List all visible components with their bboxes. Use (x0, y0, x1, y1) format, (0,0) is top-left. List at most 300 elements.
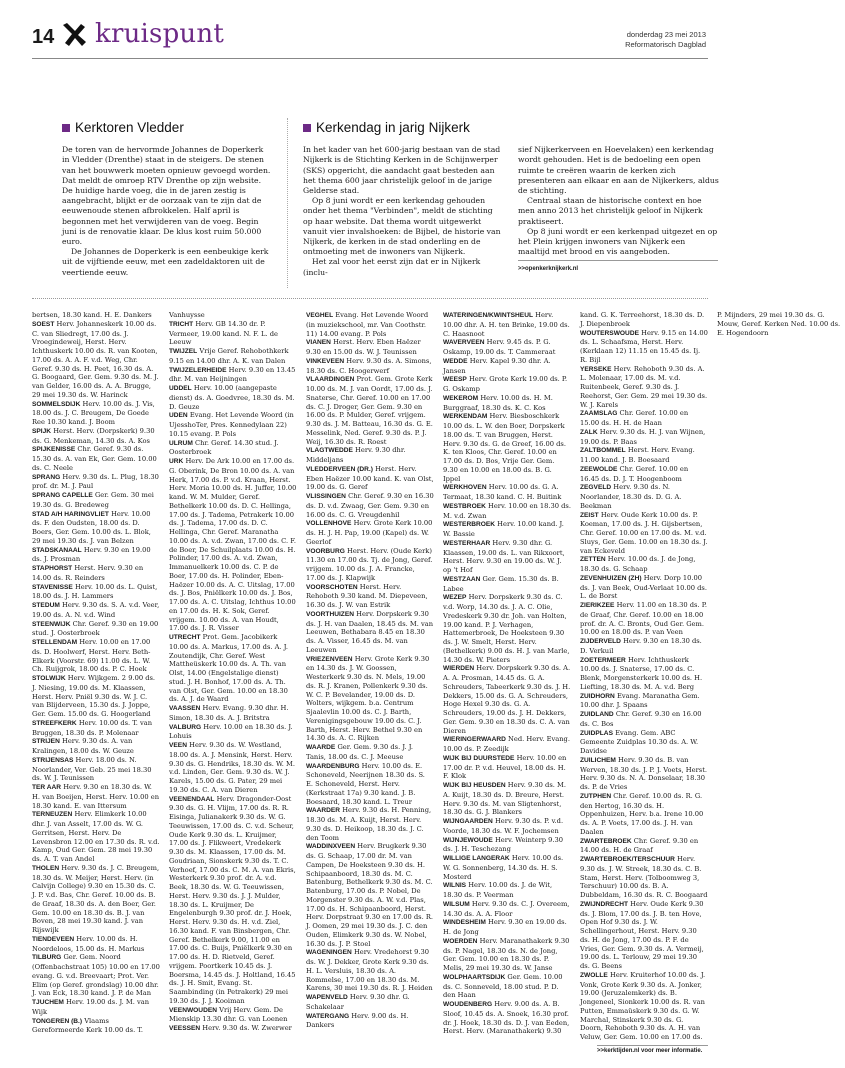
service-details: Herv. 10.00 ds. T. van Bruggen, 18.30 ds. P. Molenaar (32, 718, 153, 737)
service-details: Vlaams Gereformeerde Kerk 10.00 ds. T. Vanhuysse (32, 311, 205, 1035)
service-details: Evang. Het Levende Woord (in UjesshoTer, Pres. Kennedylaan 22) 10.15 evang. P. Pols (169, 411, 294, 438)
service-details: Herv. De Ark 10.00 en 17.00 ds. G. Oberink, De Bron 10.00 ds. A. van Herk, 17.00 ds. P. v.d. Kraan, Herst. Herv. Moria 10.00 ds. H. Juffer, 10.00 kand. W. M. Mulder, Geref. Bethelkerk 10.00 ds. D. C. Hellinga, 17.00 ds. J. Tadema, Petrakerk 10.00 ds. J. Tadema, 17.00 ds. D. C. Hellinga, Chr. Geref. Maranatha 10.00 ds. A. v.d. Zwan, 17.00 ds. C. F. de Boer, De Schuilplaats 10.00 ds. H. Polinder, 17.00 ds. A. v.d. Zwan, Immanuelkerk 10.00 ds. C. P. de Boer, 17.00 ds. H. Polinder, Eben-Haëzer 10.00 ds. A. C. Uitslag, 17.00 ds. J. Bos, Pniëlkerk 10.00 ds. J. Bos, 17.00 ds. A. C. Uitslag, Ichthus 10.00 en 17.00 ds. H. K. Sok, Geref. vrijgem. 10.00 ds. A. van Houdt, 17.00 ds. J. R. Visser (169, 457, 297, 633)
service-details: Chr. Geref. 9.30 ds. 15.30 ds. A. van Ek, Ger. Gem. 10.00 ds. C. Neele (32, 445, 157, 472)
service-details: Evang. Maranatha Gem. 10.00 dhr. J. Spaans (580, 691, 700, 710)
listing-entry (443, 781, 571, 817)
service-details: Herv. Dragonder-Oost 9.30 ds. G. H. Vlijm, 17.00 ds. R. R. Eisinga, Julianakerk 9.30 ds. W. G. Teeuwissen, 17.00 ds. C. v.d. Scheur, Oude Kerk 9.30 ds. L. Kruijmer, 17.00 ds. J. Flikweert, Vredekerk 9.30 ds. M. Klaassen, 17.00 ds. M. Goudriaan, Sionskerk 9.30 ds. T. C. Verhoef, 17.00 ds. C. M. A. van Ekris, Westerkerk 9.30 prof. dr. A. v.d. Beek, 18.30 ds. W. G. Teeuwissen, Herst. Herv. 9.30 ds. J. J. Mulder, 18.30 ds. L. Kruijmer, De Engelenburgh 9.30 prof. dr. J. Hoek, Herst. Herv. 9.30 ds. H. v.d. Ziel, 16.30 kand. F. van Binsbergen, Chr. Geref. Bethelkerk 9.00, 11.00 en 17.00 ds. C. Buijs, Pniëlkerk 9.30 en 17.00 ds. H. D. Rietveld, Geref. vrijgem. Poortkerk 10.45 ds. J. Boersma, 14.45 ds. J. Holtland, 16.45 ds. J. H. Smit, Evang. St. Saambinding (in Petrakerk) 29 mei 19.30 ds. J. J. Kooiman (169, 794, 296, 1005)
service-details: Herv. Wijkgem. 2 9.00 ds. J. Niesing, 19.00 ds. M. Klaassen, Herst. Herv. Pniël 9.30 ds. W. J. C. van Blijderveen, 15.30 ds. J. Joppe, Ger. Gem. 15.00 ds. G. Hoogerland (32, 674, 156, 718)
listing-entry (443, 357, 571, 376)
place-name: WAARDENBURG (306, 762, 360, 770)
place-name: WOERDEN (443, 937, 478, 945)
service-details: Prot. Gem. Jacobikerk 10.00 ds. A. Markus, 17.00 ds. A. J. Zoutendijk, Chr. Geref. West Mattheüskerk 10.00 ds. A. Th. van Olst, 14.00 (Engelstalige dienst) stud. J. H. Bonhof, 17.00 ds. A. Th. van Olst, Ger. Gem. 10.00 en 18.30 ds. A. J. de Waard (169, 633, 288, 704)
listing-entry (306, 519, 434, 546)
listing-entry (32, 320, 160, 400)
place-name: WIERINGERWAARD (443, 736, 506, 744)
article-title: Kerkendag in jarig Nijkerk (316, 120, 470, 135)
service-details: Herv. 9.30 ds. M. A. Kuijt, 18.30 ds. D. Breure, Herst. Herv. 9.30 ds. M. van Sligtenhorst, 18.30 ds. G. J. Blankers (443, 781, 566, 817)
listing-entry (306, 842, 434, 948)
service-details: Herv. 9.30 ds. B. van Werven, 18.30 ds. J. P. J. Voets, Herst. Herv. 9.30 ds. N. A. Donselaar, 18.30 ds. P. de Vries (580, 755, 708, 791)
place-name: WILLIGE LANGERAK (443, 855, 510, 862)
place-name: STAVENISSE (32, 583, 73, 591)
service-details: Herst. Herv. Eben Haëzer 9.30 en 15.00 ds. W. J. Teunissen (306, 338, 421, 356)
service-details: Chr. Geref. 9.30 en 19.00 stud. J. Oosterbroek (32, 619, 159, 638)
service-details: Herv. 10.00 ds. H. Noordeloos, 15.00 ds. H. Markus (32, 934, 145, 953)
listing-entry (443, 735, 571, 754)
listing-entry (580, 483, 708, 510)
place-name: URK (169, 458, 184, 465)
article-paragraph: Op 8 juni wordt er een kerkenpad uitgezet en op het Plein krijgen inwoners van Nijkerk een maaltijd met brood en vis aangeboden. (518, 226, 718, 257)
listing-entry (306, 743, 434, 762)
place-name: WEDDE (443, 357, 468, 365)
place-name: WAVERVEEN (443, 339, 485, 347)
service-details: Herv. Kruiterhof 10.00 ds. J. Vonk, Grote Kerk 9.30 ds. A. Jonker, 19.00 (Jeruzalemkerk) ds. B. Jongeneel, Sionkerk 10.00 ds. R. van Putten, Emmaüskerk 9.30 ds. G. W. Marchal, Stinskerk 9.30 ds. G. Doorn, Rehoboth 9.30 ds. A. H. van Veluw, Ger. Gem. 10.00 en 17.00 ds. P. Mijnders, 29 mei 19.30 ds. G. Mouw, Geref. Kerken Ned. 10.00 ds. E. Hogendoorn (580, 311, 841, 1041)
listing-entry (580, 465, 708, 484)
section-title: kruispunt (95, 19, 224, 49)
place-name: SOEST (32, 320, 55, 328)
place-name: TWIJZEL (169, 348, 198, 355)
article-column (518, 145, 719, 278)
service-details: Evang. Het Levende Woord (in muziekschool, mr. Van Coothstr. 11) 14.00 evang. P. Pols (306, 311, 429, 338)
listing-entry (443, 881, 571, 900)
listing-entry (443, 937, 571, 973)
service-details: Chr. Geref. 9.30 en 16.00 ds. C. Bos (580, 710, 702, 728)
place-name: WILSUM (443, 900, 470, 908)
listing-entry (32, 491, 160, 510)
place-name: WEESP (443, 376, 467, 384)
service-details: Chr. Geref. 9.30 en 14.00 ds. H. de Graaf (580, 836, 699, 855)
listing-entry (306, 993, 434, 1012)
place-name: TJUCHEM (32, 999, 64, 1006)
service-details: Herst. Herv. Rehoboth 9.30 kand. M. Diepeveen, 16.30 ds. J. W. van Estrik (306, 582, 428, 609)
place-name: VLAGTWEDDE (306, 447, 353, 455)
place-name: ZWOLLE (580, 971, 608, 979)
service-details: Evang. Gem. ABC Gemeente Zuidplas 10.30 ds. A. W. Davidse (580, 728, 699, 755)
place-name: SPRANG (32, 473, 61, 481)
listing-entry (443, 854, 571, 881)
service-details: Chr. Geref. 14.30 stud. J. Oosterbroek (169, 438, 279, 457)
section-divider (32, 298, 708, 299)
service-details: Herv. 10.00 kand. J. W. Bassie (443, 520, 564, 538)
service-details: Ger. Gem. 30 mei 19.30 ds. G. Bredeweg (32, 491, 154, 509)
service-details: Herv. 10.00 en 18.30 ds. M. v.d. Zwan (443, 501, 571, 520)
service-details: Herst. Herv. Evang. 11.00 kand. J. B. Boesaard (580, 446, 695, 464)
page-header (0, 0, 738, 60)
service-details: Ger. Gem. 9.30 ds. J. J. Tanis, 18.00 ds. C. J. Meeuse (306, 743, 414, 761)
listing-entry (443, 973, 571, 1000)
article-paragraph: Het zal voor het eerst zijn dat er in Nijkerk (inclu- (303, 257, 481, 277)
place-name: TERNEUZEN (32, 811, 73, 819)
listing-entry (443, 817, 571, 836)
listing-entry (443, 311, 571, 338)
kruispunt-logo-icon (60, 22, 88, 50)
place-name: TWIJZELERHEIDE (169, 366, 227, 374)
listing-entry (306, 948, 434, 993)
service-details: Herv. Dorpskerk 9.30 ds. J. H. van Daalen, 18.45 ds. M. van Leeuwen, Bethabara 8.45 en 18.30 ds. A. Visser, 16.45 ds. M. van Leeuwen (306, 609, 434, 654)
article-weblink[interactable]: >>openkerknijkerk.nl (518, 260, 718, 274)
place-name: WADDINXVEEN (306, 843, 356, 851)
listing-entry (443, 539, 571, 575)
service-details: Herv. 10.00 ds. J. Vis, 18.00 ds. J. C. Breugem, De Goede Ree 10.30 kand. J. Boom (32, 399, 155, 426)
header-rule (32, 58, 708, 59)
service-details: Herv. 9.30 dhr. Middeljans (306, 446, 406, 464)
service-details: Herv. Ichthuskerk 10.00 ds. J. Snaterse, 17.00 ds. C. Blenk, Morgensterkerk 10.00 ds. H. Liefting, 18.30 ds. M. A. v.d. Berg (580, 655, 703, 691)
service-details: Herv. Dorpskerk 9.30 ds. A. A. A. Prosman, 14.45 ds. G. A. Schreuders, Tabeerkerk 9.30 ds. J. H. Dekkers, 15.00 ds. G. A. Schreuders, Hoge Hexel 9.30 ds. G. A. Schreuders, 19.00 ds. J. H. Dekkers, Ger. Gem. 9.30 en 18.30 ds. C. A. van Dieren (443, 664, 571, 735)
service-details: Ger. Gem. Noord (Offenbachstraat 105) 10.00 en 17.00 evang. G. v.d. Breevaart; Prot. Ver. Elim (op Geref. grondslag) 10.00 dhr. J. van Eck, 18.30 kand. J. P. de Man (32, 953, 160, 998)
listing-entry (306, 338, 434, 357)
service-details: bertsen, 18.30 kand. H. E. Dankers (32, 311, 152, 319)
listing-entry (580, 555, 708, 574)
place-name: ZUIDPLAS (580, 729, 613, 737)
listing-entry (580, 756, 708, 792)
listing-entry (306, 547, 434, 583)
service-details: Herv. 10.00 ds. F. den Oudsten, 18.00 ds. D. Boers, Ger. Gem. 10.00 ds. L. Blok, 29 mei 19.30 ds. J. van Belzen (32, 509, 151, 545)
place-name: ZALTBOMMEL (580, 447, 626, 455)
place-name: WIERDEN (443, 665, 475, 673)
service-details: Herv. 18.00 ds. N. Noorlander, Ver. Geb. 25 mei 18.30 ds. W. J. Teunissen (32, 755, 152, 783)
place-name: WESTBROEK (443, 502, 486, 510)
service-details: Herv. 9.45 ds. P. G. Oskamp, 19.00 ds. T. Cammeraat (443, 338, 556, 356)
listing-entry (306, 610, 434, 655)
service-details: Herv. Maranathakerk 9.30 ds. P. Nagel, 18.30 ds. N. de Jong, Ger. Gem. 10.00 en 18.30 ds. P. Melis, 29 mei 19.30 ds. W. Janse (443, 936, 570, 972)
listing-entry (580, 428, 708, 447)
place-name: WATERINGEN/KWINTSHEUL (443, 312, 533, 319)
place-name: WOLPHAARTSDIJK (443, 973, 506, 981)
publication-name: Reformatorisch Dagblad (625, 40, 706, 49)
service-details: Ger. Gem. 10.00 ds. C. Sonneveld, 18.00 stud. P. D. den Haan (443, 972, 563, 1000)
service-details: Herv. 9.30 ds. S. A. v.d. Veer, 19.00 ds. A. N. v.d. Wind (32, 601, 160, 619)
service-details: Herv. 9.30 ds. A. van Kralingen, 18.00 ds. W. Geuze (32, 737, 134, 755)
article-paragraph: sief Nijkerkerveen en Hoevelaken) een kerkendag wordt gehouden. Het is de bedoeling een open ruimte te creëren waarin de kerken zich presenteren aan elkaar en aan de Nijkerkers, aldus de stichting. (518, 145, 719, 196)
service-details: Herv. 9.30 en 19.00 ds. J. Prosman (32, 545, 151, 564)
place-name: WIJK BIJ HEUSDEN (443, 782, 506, 789)
church-service-listing (32, 311, 841, 1043)
place-name: WEKEROM (443, 394, 479, 402)
service-details: Herv. 9.00 ds. H. Dankers (306, 1011, 409, 1030)
place-name: STRIJENSAS (32, 756, 74, 764)
service-details: Herv. 10.00 ds. E. Schoneveld, Neerijnen 18.30 ds. S. E. Schoneveld, Herst. Herv. (Kerkstraat 17a) 9.30 kand. J. B. Boesaard, 18.30 kand. L. Treur (306, 761, 425, 806)
listing-entry (32, 445, 160, 472)
place-name: VLISSINGEN (306, 493, 346, 500)
place-name: ZIERIKZEE (580, 602, 615, 609)
place-name: ULRUM (169, 439, 193, 447)
place-name: ZALK (580, 428, 598, 436)
listing-entry (443, 900, 571, 919)
service-details: Herv. Grote Kerk 10.00 ds. H. J. H. Pap, 19.00 (Kapel) ds. W. Geerlof (306, 519, 433, 546)
place-name: SPIJK (32, 427, 52, 435)
service-details: Herv. 10.00 dhr. A. H. ten Brinke, 19.00 ds. C. Haasnoot (443, 311, 570, 338)
listing-entry (580, 637, 708, 656)
service-details: Herv. 9.30 ds. W. Zwerwer (202, 1024, 292, 1032)
service-details: Herv. 9.30 ds. L. Plug, 18.30 prof. dr. M. J. Paul (32, 472, 159, 491)
listing-entry (306, 375, 434, 446)
listing-entry (443, 502, 571, 521)
place-name: VEENWOUDEN (169, 1006, 217, 1014)
service-details: Herst. Herv. 9.30 en 14.00 ds. R. Reinders (32, 564, 144, 582)
service-details: Herv. Weinterp 9.30 ds. J. H. Teschezang (443, 835, 564, 854)
service-details: Herv. 10.00 ds. H. M. Burggraaf, 18.30 ds. K. C. Kos (443, 393, 553, 412)
service-details: Herv. 9.30 en 19.00 ds. H. de Jong (443, 918, 567, 936)
service-details: Vrij Herv. Gem. De Mienskip 13.30 dhr. G. van Loenen (169, 1005, 288, 1024)
service-details: Herv. 9.30 dhr. G. Klaassen, 19.00 ds. L. van Rikxoort, Herst. Herv. 9.30 en 19.00 ds. W. J. op 't Hof (443, 538, 565, 574)
article-paragraph: De toren van de hervormde Johannes de Doperkerk in Vledder (Drenthe) staat in de steigers. De stenen van het bouwwerk moeten opnieuw gevoegd worden. Dat meldt de omroep RTV Drenthe op zijn website. De huidige harde voeg, die in de jaren zestig is aangebracht, blijkt er de oorzaak van te zijn dat de eeuwenoude stenen afbrokkelen. Half april is begonnen met het verwijderen van de voeg. Begin juni is de renovatie klaar. De klus kost ruim 50.000 euro. (62, 145, 271, 247)
place-name: WILNIS (443, 882, 467, 890)
place-name: WAARDE (306, 744, 336, 751)
service-details: Herv. Oude Kerk 9.30 ds. J. Blom, 17.00 ds. J. B. ten Hove, Open Hof 9.30 ds. J. W. Schellingerhout, Herst. Herv. 9.30 ds. H. de Jong, 17.00 ds. P. F. de Vries, Ger. Gem. 9.30 ds. A. Vermeij, 19.00 ds. L. Terlouw, 29 mei 19.30 ds. G. Beens (580, 899, 704, 970)
service-details: Herv. 9.30 ds. N. Noorlander, 18.30 ds. D. G. A. Beekman (580, 483, 682, 510)
place-name: STREEFKERK (32, 719, 77, 727)
square-bullet-icon (303, 124, 311, 132)
listing-entry (169, 1006, 297, 1025)
place-name: WEZEP (443, 594, 467, 602)
place-name: STAD A/H HARINGVLIET (32, 510, 109, 518)
listing-entry (169, 633, 297, 704)
place-name: ZWARTEBROEK (580, 837, 632, 845)
listing-entry (169, 457, 297, 633)
place-name: WINDESHEIM (443, 919, 486, 927)
place-name: VIANEN (306, 339, 331, 347)
place-name: WERKHOVEN (443, 484, 487, 492)
service-details: Herv. Brugkerk 9.30 ds. G. Schaap, 17.00 dr. M. van Campen, De Hoeksteen 9.30 ds. H. Schipaanboord, 18.30 ds. M. C. Batenburg, Bethelkerk 9.30 ds. M. C. Batenburg, 17.00 ds. P. Nobel, De Morgenster 9.30 ds. A. W. v.d. Plas, 17.00 ds. H. Schipaanboord, Herst. Herv. Dorpstraat 9.30 en 17.00 ds. R. J. Oomen, 29 mei 19.30 ds. J. C. den Ouden, Elimkerk 9.30 ds. W. Nobel, 16.30 ds. J. P. Stoel (306, 842, 433, 948)
service-details: Herv. 9.30 en 18.30 ds. W. H. van Boeijen, Herst. Herv. 10.00 en 18.30 kand. E. van Ittersum (32, 783, 160, 810)
service-details: Chr. Geref. 10.00 ds. R. G. den Hertog, 16.30 ds. H. Oppenhuizen, Herv. b.a. Irene 10.00 ds. A. P. Voets, 17.00 ds. J. H. van Daalen (580, 791, 704, 836)
listing-entry (169, 439, 297, 458)
place-name: WESTERHAAR (443, 539, 491, 547)
place-name: ZEEWOLDE (580, 465, 618, 473)
place-name: ZIJDERVELD (580, 638, 621, 645)
listing-entry (169, 1024, 297, 1034)
service-details: Herst. Herv. (Dorpskerk) 9.30 ds. G. Menkeman, 14.30 ds. A. Kos (32, 426, 155, 445)
place-name: WERKENDAM (443, 413, 488, 421)
place-name: VRIEZENVEEN (306, 655, 353, 663)
listing-entry (32, 311, 160, 320)
listing-entry (32, 737, 160, 756)
place-name: ZUTPHEN (580, 792, 612, 800)
listing-entry (169, 704, 297, 723)
listing-entry (306, 357, 434, 376)
service-details: Herv. 10.00 (aangepaste dienst) ds. A. Goedvree, 18.30 ds. M. D. Geuze (169, 384, 295, 411)
place-name: VEEN (169, 742, 187, 749)
place-name: WAARDER (306, 807, 341, 815)
service-details: Herv. Grote Kerk 9.30 en 14.30 ds. J. W. Goossen, Westerkerk 9.30 ds. N. Mels, 19.00 ds. R. J. Kranen, Pollenkerk 9.30 ds. W. C. P. Bevelander, 19.00 ds. D. Wolters, wijkgem. b.a. Centrum Sjaalevlin 10.00 ds. C. J. Barth, Verenigingsgebouw 19.00 ds. C. J. Barth, Herst. Herv. Bethel 9.30 en 14.30 ds. A. C. Rijken (306, 654, 430, 743)
service-details: Herv. 9.30 ds. H. J. van Wijnen, 19.00 ds. P. Baas (580, 427, 706, 446)
listing-entry (169, 741, 297, 795)
listing-entry (443, 918, 571, 937)
listing-entry (443, 412, 571, 483)
article-heading (62, 120, 272, 135)
article-kerktoren-vledder (62, 120, 272, 278)
listing-entry (306, 1012, 434, 1031)
place-name: TILBURG (32, 954, 62, 962)
listing-entry (580, 329, 708, 365)
listing-entry (32, 620, 160, 639)
listing-entry (32, 564, 160, 583)
place-name: WIJK BIJ DUURSTEDE (443, 754, 515, 762)
place-name: WIJNJEWOUDE (443, 836, 493, 844)
service-details: Ger. Gem. 15.30 ds. B. Labee (443, 574, 559, 593)
listing-entry (306, 446, 434, 465)
listing-entry (32, 783, 160, 810)
service-details: Herv. 9.30 ds. J. W. Streek, 18.30 ds. C. B. Stam, Herst. Herv. (Tolboomweg 3, Terschuur) 10.00 ds. B. A. Dubbeldam, 16.30 ds. R. C. Boogaard (580, 855, 708, 899)
service-details: Herv. 10.00 en 17.00 dr. P. v.d. Heuvel, 18.00 ds. H. F. Klok (443, 753, 567, 781)
service-details: Herv. GB 14.30 dr. P. Vermeer, 19.00 kand. N. F. L. de Leeuw (169, 319, 278, 347)
listing-entry (169, 347, 297, 366)
place-name: VOORSCHOTEN (306, 583, 358, 591)
place-name: STAPHORST (32, 565, 73, 572)
place-name: VOORBURG (306, 547, 345, 555)
place-name: TONGEREN (B.) (32, 1017, 83, 1025)
place-name: SPRANG CAPELLE (32, 492, 93, 499)
place-name: ZETTEN (580, 556, 606, 564)
place-name: ZOETERMEER (580, 656, 626, 664)
place-name: TRICHT (169, 320, 194, 328)
place-name: STEENWIJK (32, 620, 71, 628)
listing-entry (32, 546, 160, 565)
listing-entry (32, 473, 160, 492)
place-name: VEENENDAAL (169, 795, 215, 803)
footer-weblink[interactable]: >>kerktijden.nl voor meer informatie. (597, 1048, 703, 1054)
listing-entry (580, 446, 708, 465)
service-details: Herv. 10.00 ds. J. de Jong, 18.30 ds. G. Schaap (580, 555, 696, 573)
listing-entry (169, 795, 297, 1006)
place-name: ZWIJNDRECHT (580, 900, 628, 908)
listing-entry (580, 729, 708, 756)
place-name: ZUIDHORN (580, 692, 615, 700)
place-name: STOLWIJK (32, 675, 66, 682)
place-name: UTRECHT (169, 634, 201, 641)
listing-entry (443, 593, 571, 664)
article-column (303, 145, 504, 278)
listing-entry (169, 384, 297, 411)
article-paragraph: Op 8 juni wordt er een kerkendag gehouden onder het thema "Verbinden", meldt de stichting op haar website. Dat thema wordt uitgewerkt vanuit vier invalshoeken: de Bijbel, de historie van Nijkerk, de kerken in de stad onderling en de ontmoeting met de inwoners van Nijkerk. (303, 196, 501, 257)
place-name: ZEIST (580, 511, 599, 519)
service-details: Herv. Dorpskerk 9.30 ds. C. v.d. Worp, 14.30 ds. J. A. C. Olie, Vredeskerk 9.30 dr. Joh. van Holten, 19.00 kand. P. J. Verhagen, Hattemerbroek, De Hoeksteen 9.30 ds. J. W. Smelt, Herst. Herv. (Bethelkerk) 9.00 ds. H. J. van Marle, 14.30 ds. W. Pieters (443, 593, 570, 664)
listing-entry (306, 583, 434, 610)
listing-entry (443, 520, 571, 539)
service-details: Herv. 9.30 dhr. G. Schakelaar (306, 993, 410, 1011)
listing-entry (32, 583, 160, 602)
service-details: Herst. Herv. Eben Haëzer 10.00 kand. K. van Olst, 19.00 ds. G. Geref (306, 464, 434, 492)
listing-entry (169, 723, 297, 742)
page-number: 14 (32, 26, 55, 48)
listing-entry (580, 792, 708, 837)
place-name: ZEVENHUIZEN (ZH) (580, 574, 642, 582)
service-details: Herv. Johanneskerk 10.00 ds. C. van Sliedregt, 17.00 ds. J. Vroegindeweij, Herst. Herv. Ichthuskerk 10.00 ds. R. van Kooten, 17.00 ds. A. A. F. v.d. Weg, Chr. Geref. 9.30 ds. H. Peet, 16.30 ds. A. G. Boogaard, Ger. Gem. 9.30 ds. M. J. van Gelder, 16.00 ds. A. A. Brugge, 29 mei 19.30 ds. W. Harinck (32, 319, 159, 399)
listing-entry (580, 601, 708, 637)
service-details: Herv. Vredehorst 9.30 ds. W. J. Dekker, Grote Kerk 9.30 ds. H. L. Versluis, 18.30 ds. A. Rommelse, 17.00 en 18.30 ds. M. Karens, 30 mei 19.30 ds. R. J. Heiden (306, 948, 433, 993)
service-details: Chr. Geref. 10.00 en 16.45 ds. D. J. T. Hoogenboom (580, 464, 689, 483)
listing-entry (306, 762, 434, 807)
service-details: Herv. 9.15 en 14.00 ds. L. Schaafsma, Herst. Herv. (Kerklaan 12) 11.15 en 15.45 ds. Ij. R. Bijl (580, 328, 708, 364)
service-details: Chr. Geref. 10.00 en 15.00 ds. H. H. de Haan (580, 409, 689, 427)
listing-entry (580, 574, 708, 601)
article-title: Kerktoren Vledder (75, 120, 184, 135)
listing-entry (580, 710, 708, 729)
listing-entry (443, 575, 571, 594)
article-heading (303, 120, 719, 135)
listing-entry (306, 806, 434, 842)
service-details: Herv. 9.30 ds. A. Simons, 18.30 ds. C. Hoogerwerf (306, 356, 432, 375)
listing-entry (580, 837, 708, 856)
listing-entry (32, 601, 160, 620)
listing-entry (443, 483, 571, 502)
service-details: Herst. Herv. (Oude Kerk) 11.30 en 17.00 ds. Tj. de Jong, Geref. vrijgem. 10.00 ds. J. A. Francke, 17.00 ds. J. Klapwijk (306, 546, 433, 582)
listing-entry (580, 692, 708, 711)
article-paragraph: De Johannes de Doperkerk is een eenbeukige kerk uit de vijftiende eeuw, met een zadeldaktoren uit de veertiende eeuw. (62, 247, 269, 277)
listing-entry (443, 836, 571, 855)
place-name: STELLENDAM (32, 639, 78, 646)
service-details: Herv. 9.30 ds. P. v.d. Voorde, 18.30 ds. W. F. Jochemsen (443, 817, 564, 835)
listing-entry (32, 427, 160, 446)
place-name: WIJNGAARDEN (443, 818, 493, 825)
service-details: Herv. Rehoboth 9.30 ds. A. L. Molenaar, 17.00 ds. M. v.d. Ruitenbeek, Geref. 9.30 ds. J. Reehorst, Ger. Gem. 29 mei 19.30 ds. W. J. Karels (580, 364, 708, 409)
place-name: WESTERBROEK (443, 521, 496, 529)
service-details: Herv. Biesboschkerk 10.00 ds. L. W. den Boer, Dorpskerk 18.00 ds. T. van Bruggen, Herst. Herv. 9.30 ds. G. de Greef, 16.00 ds. K. ten Kloos, Chr. Geref. 10.00 en 17.00 ds. D. Bos, Vrije Ger. Gem. 9.30 en 10.00 en 18.00 ds. B. G. Ippel (443, 412, 566, 483)
place-name: VAASSEN (169, 705, 201, 712)
article-paragraph: Centraal staan de historische context en hoe men anno 2013 het christelijk geloof in Nijkerk praktiseert. (518, 196, 703, 226)
service-details: Herv. 10.00 ds. W. G. Sonnenberg, 14.30 ds. H. S. Mosterd (443, 854, 564, 881)
service-details: Herv. Kapel 9.30 dhr. A. Jansen (443, 356, 551, 375)
place-name: STEDUM (32, 602, 60, 609)
listing-entry (32, 719, 160, 738)
service-details: Herv. 10.00 ds. J. de Wit, 18.30 ds. P. Veerman (443, 881, 553, 899)
service-details: Herv. Dorp 10.00 ds. J. van Beek, Oud-Verlaat 10.00 ds. L. de Borst (580, 573, 707, 601)
listing-entry (32, 756, 160, 783)
service-details: Herv. 11.00 en 18.30 ds. P. de Graaf, Chr. Geref. 10.00 en 18.00 prof. dr. A. C. Bronts, Oud Ger. Gem. 10.00 en 18.00 ds. P. van Veen (580, 601, 707, 637)
listing-entry (580, 656, 708, 692)
service-details: Chr. Geref. 9.30 en 16.30 ds. D. v.d. Zwaag, Ger. Gem. 9.30 en 16.00 ds. C. G. Vreugdenhil (306, 492, 434, 519)
place-name: VEESSEN (169, 1025, 201, 1032)
place-name: WESTZAAN (443, 575, 481, 583)
place-name: VINKEVEEN (306, 357, 345, 365)
listing-entry (580, 855, 708, 900)
article-kerkendag-nijkerk (303, 120, 719, 278)
listing-entry (32, 810, 160, 864)
listing-entry (580, 409, 708, 428)
place-name: ZWARTEBROEK/TERSCHUUR (580, 856, 675, 863)
listing-entry (443, 338, 571, 357)
service-details: Herv. 9.30 ds. C. J. Overeem, 14.30 ds. A. A. Floor (443, 899, 570, 918)
column-divider (287, 118, 288, 288)
issue-date: donderdag 23 mei 2013 (626, 30, 706, 39)
place-name: WOUDENBERG (443, 1001, 493, 1008)
listing-entry (32, 638, 160, 674)
service-details: Herv. Grote Kerk 19.00 ds. P. G. Oskamp (443, 375, 568, 393)
article-paragraph: In het kader van het 600-jarig bestaan van de stad Nijkerk is de Stichting Kerken in de Schijnwerper (SKS) opgericht, die aandacht gaat besteden aan het thema 600 jaar christelijk geloof in de jarige Gelderse stad. (303, 145, 501, 196)
service-details: Vrije Geref. Rehobothkerk 9.15 en 14.00 dhr. A. K. van Dalen (169, 347, 289, 365)
service-details: Herv. 9.30 en 18.30 ds. D. Verkuil (580, 637, 702, 655)
place-name: SOMMELSDIJK (32, 400, 81, 408)
place-name: WATERGANG (306, 1012, 350, 1020)
service-details: Prot. Gem. Grote Kerk 10.00 ds. M. J. van Oordt, 17.00 ds. J. Snaterse, Chr. Geref. 10.00 en 17.00 ds. C. J. Droger, Ger. Gem. 9.30 en 16.00 ds. P. Mulder, Geref. vrijgem. 9.30 ds. J. M. Batteau, 16.30 ds. G. E. Messelink, Ned. Geref. 9.30 ds. P. J. Weij, 16.30 ds. R. Roest (306, 375, 433, 446)
place-name: STADSKANAAL (32, 546, 82, 554)
service-details: Herv. 10.00 ds. G. A. Termaat, 18.30 kand. C. H. Buitink (443, 483, 562, 501)
square-bullet-icon (62, 124, 70, 132)
place-name: SPIJKENISSE (32, 446, 76, 454)
listing-entry (580, 900, 708, 971)
listing-entry (443, 375, 571, 394)
listing-entry (443, 664, 571, 735)
service-details: Herv. Oude Kerk 10.00 ds. P. Koeman, 17.00 ds. J. H. Gijsbertsen, Chr. Geref. 10.00 en 17.00 ds. M. v.d. Sluys, Ger. Gem. 10.00 en 18.30 ds. J. van Eckeveld (580, 510, 708, 555)
service-details: Herv. 9.00 ds. A. B. Sloof, 10.45 ds. A. Snoek, 16.30 prof. dr. J. Hoek, 18.30 ds. D. J. van Eeden, Herst. Herv. (Maranathakerk) 9.30 kand. G. K. Terreehorst, 18.30 ds. D. J. Diepenbroek (443, 311, 705, 1036)
listing-entry (306, 492, 434, 519)
place-name: VLAARDINGEN (306, 376, 355, 384)
listing-entry (306, 465, 434, 492)
header-meta (625, 30, 706, 50)
listing-entry (580, 365, 708, 410)
place-name: VLEDDERVEEN (DR.) (306, 465, 373, 473)
place-name: TIENDEVEEN (32, 935, 75, 943)
listing-entry (32, 998, 160, 1017)
